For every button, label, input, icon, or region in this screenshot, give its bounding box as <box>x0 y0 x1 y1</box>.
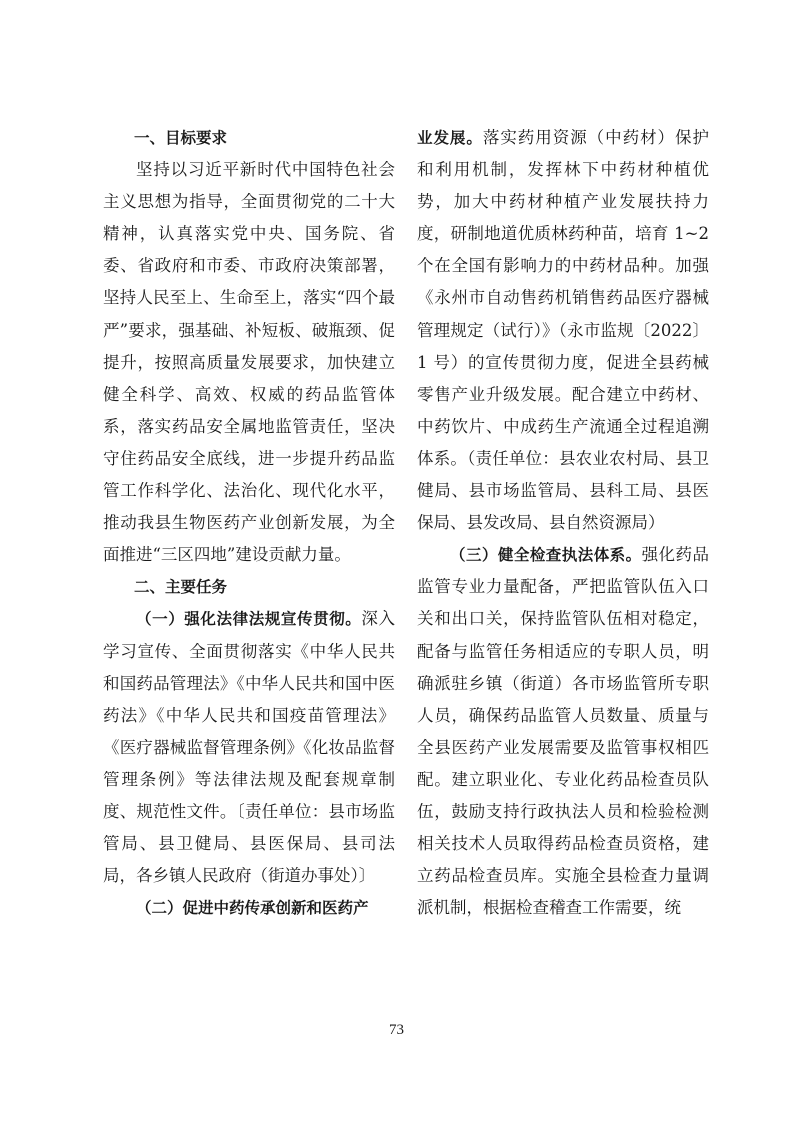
goals-paragraph: 坚持以习近平新时代中国特色社会主义思想为指导，全面贯彻党的二十大精神，认真落实党中央、国务院、省委、省政府和市委、市政府决策部署，坚持人民至上、生命至上，落实“四个最严”要求，强基础、补短板、破瓶颈、促提升，按照高质量发展要求，加快建立健全科学、高效、权威的药品监管体系，落实药品安全属地监管责任，坚决守住药品安全底线，进一步提升药品监管工作科学化、法治化、现代化水平，推动我县生物医药产业创新发展，为全面推进“三区四地”建设贡献力量。 <box>103 160 395 565</box>
page-number: 73 <box>389 1022 404 1038</box>
task-item-2-title-rest: 业发展。 <box>417 129 483 147</box>
task-item-2-continued <box>417 122 709 539</box>
task-item-1-title: （一）强化法律法规宣传贯彻。 <box>136 610 362 629</box>
right-column <box>417 122 709 924</box>
task-item-1-body: 深入学习宣传、全面贯彻落实《中华人民共和国药品管理法》《中华人民共和国中医药法》《中华人民共和国疫苗管理法》《医疗器械监督管理条例》《化妆品监督管理条例》等法律法规及配套规章制度、规范性文件。〔责任单位：县市场监管局、县卫健局、县医保局、县司法局，各乡镇人民政府（街道办事处）〕 <box>103 609 395 886</box>
left-column <box>103 122 395 924</box>
task-item-3-body: 强化药品监管专业力量配备，严把监管队伍入口关和出口关，保持监管队伍相对稳定，配备与监管任务相适应的专职人员，明确派驻乡镇（街道）各市场监管所专职人员，确保药品监管人员数量、质量与全县医药产业发展需要及监管事权相匹配。建立职业化、专业化药品检查员队伍，鼓励支持行政执法人员和检验检测相关技术人员取得药品检查员资格，建立药品检查员库。实施全县检查力量调派机制，根据检查稽查工作需要，统 <box>417 545 709 918</box>
task-item-2-title-part: （二）促进中药传承创新和医药产 <box>136 899 369 918</box>
task-item-3 <box>417 539 709 924</box>
task-item-3-title: （三）健全检查执法体系。 <box>450 546 642 565</box>
task-item-1 <box>103 603 395 892</box>
task-item-2-body: 落实药用资源（中药材）保护和利用机制，发挥林下中药材种植优势，加大中药材种植产业发展扶持力度，研制地道优质林药种苗，培育 1~2 个在全国有影响力的中药材品种。加强《永州市自动售药机销售药品医疗器械管理规定（试行）》（永市监规〔2022〕1 号）的宣传贯彻力度，促进全县药械零售产业升级发展。配合建立中药材、中药饮片、中成药生产流通全过程追溯体系。（责任单位：县农业农村局、县卫健局、县市场监管局、县科工局、县医保局、县发改局、县自然资源局） <box>417 128 709 533</box>
section-heading-goals: 一、目标要求 <box>134 129 228 147</box>
task-item-2-start <box>103 892 395 924</box>
section-heading-tasks: 二、主要任务 <box>134 578 228 597</box>
